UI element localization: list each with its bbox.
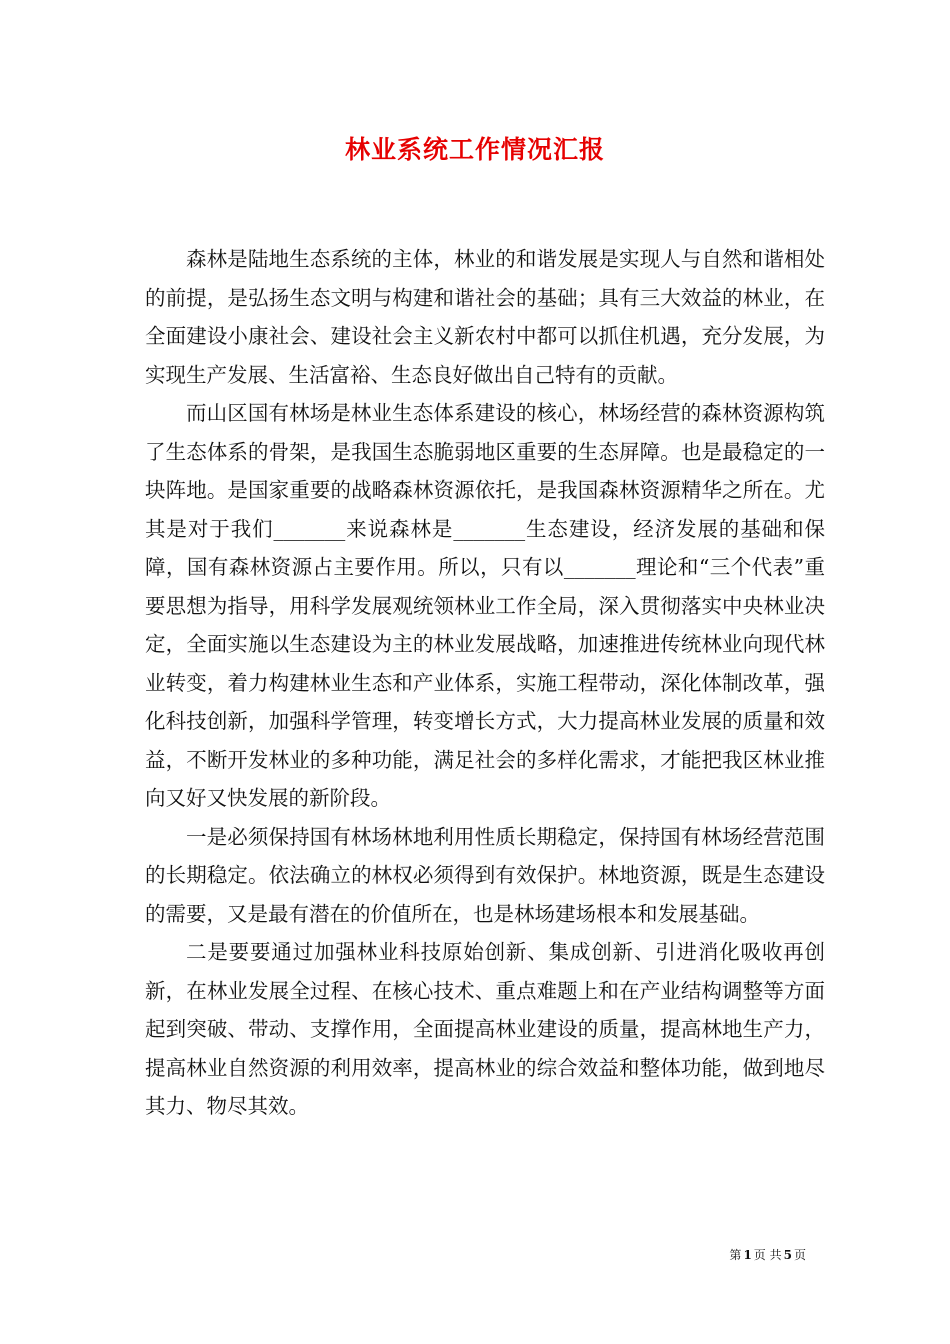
footer-prefix: 第: [729, 1248, 742, 1262]
paragraph-4: 二是要要通过加强林业科技原始创新、集成创新、引进消化吸收再创新，在林业发展全过程、在核心技术、重点难题上和在产业结构调整等方面起到突破、带动、支撑作用，全面提高林业建设的质量，提高林地生产力，提高林业自然资源的利用效率，提高林业的综合效益和整体功能，做到地尽其力、物尽其效。: [145, 940, 825, 1118]
document-body: [145, 240, 825, 1126]
current-page-number: 1: [743, 1248, 752, 1262]
total-pages-number: 5: [783, 1248, 792, 1262]
paragraph-1: 森林是陆地生态系统的主体，林业的和谐发展是实现人与自然和谐相处的前提，是弘扬生态文明与构建和谐社会的基础；具有三大效益的林业，在全面建设小康社会、建设社会主义新农村中都可以抓住机遇，充分发展，为实现生产发展、生活富裕、生态良好做出自己特有的贡献。: [145, 247, 825, 387]
paragraph-3: 一是必须保持国有林场林地利用性质长期稳定，保持国有林场经营范围的长期稳定。依法确立的林权必须得到有效保护。林地资源，既是生态建设的需要，又是最有潜在的价值所在，也是林场建场根本和发展基础。: [145, 824, 825, 926]
footer-suffix: 页: [793, 1248, 806, 1262]
paragraph-2: 而山区国有林场是林业生态体系建设的核心，林场经营的森林资源构筑了生态体系的骨架，是我国生态脆弱地区重要的生态屏障。也是最稳定的一块阵地。是国家重要的战略森林资源依托，是我国森林资源精华之所在。尤其是对于我们_______来说森林是_______生态建设，经济发展的基础和保障，国有森林资源占主要作用。所以，只有以_______理论和“三个代表”重要思想为指导，用科学发展观统领林业工作全局，深入贯彻落实中央林业决定，全面实施以生态建设为主的林业发展战略，加速推进传统林业向现代林业转变，着力构建林业生态和产业体系，实施工程带动，深化体制改革，强化科技创新，加强科学管理，转变增长方式，大力提高林业发展的质量和效益，不断开发林业的多种功能，满足社会的多样化需求，才能把我区林业推向又好又快发展的新阶段。: [145, 401, 825, 810]
document-title: 林业系统工作情况汇报: [344, 135, 605, 164]
footer-middle: 页 共: [753, 1248, 782, 1262]
page-number-footer: [729, 1247, 806, 1263]
